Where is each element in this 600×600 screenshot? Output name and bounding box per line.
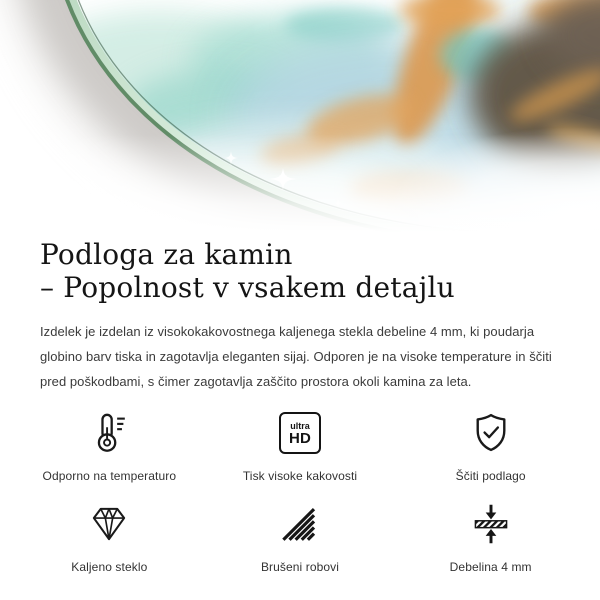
feature-polished-edges (205, 499, 396, 574)
feature-label: Debelina 4 mm (449, 560, 532, 574)
page-title-line2: – Popolnost v vsakem detajlu (40, 271, 455, 304)
product-image (0, 0, 600, 232)
feature-tempered-glass (14, 499, 205, 574)
feature-label: Tisk visoke kakovosti (242, 469, 358, 483)
feature-temperature (14, 408, 205, 483)
thermometer-icon (86, 408, 132, 458)
feature-label: Ščiti podlago (455, 469, 526, 483)
ultra-hd-badge-top: ultra (290, 420, 310, 431)
feature-print-quality (205, 408, 396, 483)
product-description: Izdelek je izdelan iz visokokakovostnega kaljenega stekla debeline 4 mm, ki poudarja globino barv tiska in zagotavlja eleganten sijaj. Odporen je na visoke temperature in ščiti pred poškodbami, s čimer zagotavlja zaščito prostora okoli kamina za leta. (40, 324, 552, 389)
shield-check-icon (469, 408, 513, 458)
feature-thickness (395, 499, 586, 574)
feature-protection (395, 408, 586, 483)
feature-label: Brušeni robovi (260, 560, 340, 574)
feature-label: Kaljeno steklo (71, 560, 148, 574)
ultra-hd-icon (279, 408, 321, 458)
features-grid (0, 408, 600, 574)
page-title-line1: Podloga za kamin (40, 238, 293, 271)
thickness-icon (469, 499, 513, 549)
feature-label: Odporno na temperaturo (42, 469, 177, 483)
page-title (40, 238, 560, 304)
glass-panel-art (0, 0, 600, 232)
ultra-hd-badge-bottom: HD (288, 429, 312, 447)
diamond-icon (87, 499, 131, 549)
polished-edges-icon (279, 499, 321, 549)
